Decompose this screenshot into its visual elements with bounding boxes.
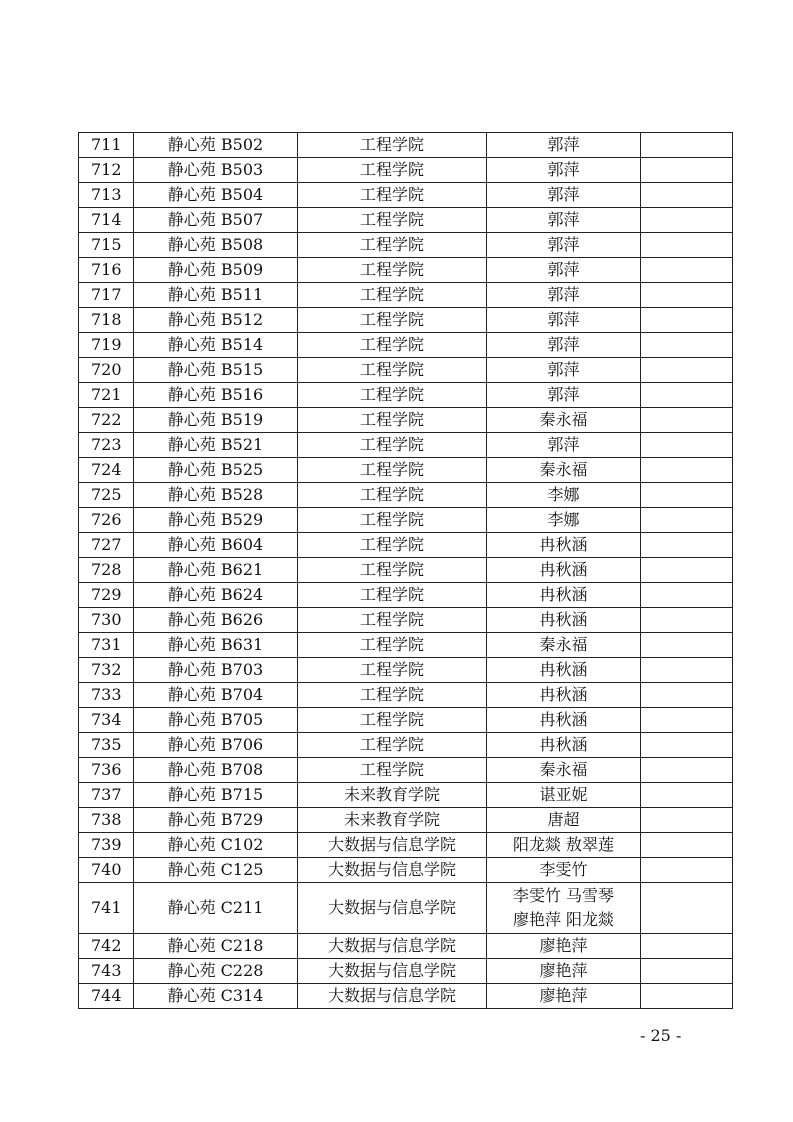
staff-name: 郭萍 bbox=[547, 385, 580, 404]
college-cell: 工程学院 bbox=[298, 658, 487, 683]
row-number-cell: 731 bbox=[79, 633, 134, 658]
row-number-cell: 742 bbox=[79, 934, 134, 959]
table-row bbox=[79, 483, 733, 508]
table-row bbox=[79, 133, 733, 158]
row-number-cell: 743 bbox=[79, 959, 134, 984]
table-row bbox=[79, 608, 733, 633]
row-number-cell: 721 bbox=[79, 383, 134, 408]
row-number-cell: 730 bbox=[79, 608, 134, 633]
staff-name: 冉秋涵 bbox=[539, 535, 588, 554]
remark-cell bbox=[641, 858, 733, 883]
staff-cell bbox=[487, 558, 641, 583]
table-row bbox=[79, 358, 733, 383]
staff-cell bbox=[487, 683, 641, 708]
staff-cell bbox=[487, 183, 641, 208]
row-number-cell: 718 bbox=[79, 308, 134, 333]
row-number-cell: 725 bbox=[79, 483, 134, 508]
row-number-cell: 734 bbox=[79, 708, 134, 733]
remark-cell bbox=[641, 258, 733, 283]
staff-name: 唐超 bbox=[547, 810, 580, 829]
college-cell: 工程学院 bbox=[298, 708, 487, 733]
college-cell: 大数据与信息学院 bbox=[298, 959, 487, 984]
staff-cell bbox=[487, 633, 641, 658]
room-cell: 静心苑 B525 bbox=[134, 458, 298, 483]
row-number-cell: 741 bbox=[79, 883, 134, 934]
college-cell: 工程学院 bbox=[298, 608, 487, 633]
staff-name: 李雯竹 马雪琴 bbox=[512, 886, 615, 905]
remark-cell bbox=[641, 333, 733, 358]
row-number-cell: 739 bbox=[79, 833, 134, 858]
remark-cell bbox=[641, 533, 733, 558]
row-number-cell: 716 bbox=[79, 258, 134, 283]
row-number-cell: 740 bbox=[79, 858, 134, 883]
room-cell: 静心苑 B604 bbox=[134, 533, 298, 558]
college-cell: 大数据与信息学院 bbox=[298, 883, 487, 934]
staff-name: 秦永福 bbox=[539, 460, 588, 479]
remark-cell bbox=[641, 558, 733, 583]
table-row bbox=[79, 508, 733, 533]
room-cell: 静心苑 C125 bbox=[134, 858, 298, 883]
staff-cell bbox=[487, 308, 641, 333]
room-cell: 静心苑 B515 bbox=[134, 358, 298, 383]
remark-cell bbox=[641, 183, 733, 208]
room-cell: 静心苑 B729 bbox=[134, 808, 298, 833]
staff-name: 秦永福 bbox=[539, 635, 588, 654]
college-cell: 未来教育学院 bbox=[298, 808, 487, 833]
remark-cell bbox=[641, 408, 733, 433]
row-number-cell: 722 bbox=[79, 408, 134, 433]
room-cell: 静心苑 B528 bbox=[134, 483, 298, 508]
staff-cell bbox=[487, 583, 641, 608]
roster-table-body bbox=[79, 133, 733, 1009]
table-row bbox=[79, 959, 733, 984]
staff-cell bbox=[487, 858, 641, 883]
staff-cell bbox=[487, 959, 641, 984]
staff-cell bbox=[487, 408, 641, 433]
room-cell: 静心苑 B507 bbox=[134, 208, 298, 233]
staff-cell bbox=[487, 658, 641, 683]
remark-cell bbox=[641, 733, 733, 758]
staff-name: 郭萍 bbox=[547, 360, 580, 379]
staff-cell bbox=[487, 733, 641, 758]
college-cell: 未来教育学院 bbox=[298, 783, 487, 808]
staff-cell bbox=[487, 533, 641, 558]
table-row bbox=[79, 558, 733, 583]
remark-cell bbox=[641, 233, 733, 258]
staff-name: 廖艳萍 bbox=[539, 986, 588, 1005]
remark-cell bbox=[641, 308, 733, 333]
row-number-cell: 719 bbox=[79, 333, 134, 358]
room-cell: 静心苑 B705 bbox=[134, 708, 298, 733]
college-cell: 工程学院 bbox=[298, 458, 487, 483]
table-row bbox=[79, 308, 733, 333]
remark-cell bbox=[641, 458, 733, 483]
staff-cell bbox=[487, 283, 641, 308]
college-cell: 工程学院 bbox=[298, 383, 487, 408]
college-cell: 工程学院 bbox=[298, 183, 487, 208]
table-row bbox=[79, 808, 733, 833]
staff-cell bbox=[487, 358, 641, 383]
college-cell: 工程学院 bbox=[298, 308, 487, 333]
staff-cell bbox=[487, 458, 641, 483]
college-cell: 工程学院 bbox=[298, 283, 487, 308]
staff-cell bbox=[487, 233, 641, 258]
table-row bbox=[79, 783, 733, 808]
row-number-cell: 717 bbox=[79, 283, 134, 308]
college-cell: 大数据与信息学院 bbox=[298, 833, 487, 858]
row-number-cell: 715 bbox=[79, 233, 134, 258]
row-number-cell: 733 bbox=[79, 683, 134, 708]
row-number-cell: 713 bbox=[79, 183, 134, 208]
table-row bbox=[79, 433, 733, 458]
college-cell: 工程学院 bbox=[298, 333, 487, 358]
staff-cell bbox=[487, 708, 641, 733]
room-cell: 静心苑 C314 bbox=[134, 984, 298, 1009]
table-row bbox=[79, 758, 733, 783]
room-cell: 静心苑 B502 bbox=[134, 133, 298, 158]
remark-cell bbox=[641, 508, 733, 533]
staff-name: 郭萍 bbox=[547, 135, 580, 154]
table-row bbox=[79, 658, 733, 683]
college-cell: 工程学院 bbox=[298, 508, 487, 533]
table-row bbox=[79, 183, 733, 208]
staff-name: 郭萍 bbox=[547, 285, 580, 304]
staff-name: 冉秋涵 bbox=[539, 710, 588, 729]
room-cell: 静心苑 B512 bbox=[134, 308, 298, 333]
staff-cell bbox=[487, 208, 641, 233]
college-cell: 工程学院 bbox=[298, 158, 487, 183]
college-cell: 工程学院 bbox=[298, 233, 487, 258]
table-row bbox=[79, 708, 733, 733]
room-cell: 静心苑 B715 bbox=[134, 783, 298, 808]
remark-cell bbox=[641, 708, 733, 733]
row-number-cell: 735 bbox=[79, 733, 134, 758]
staff-name: 郭萍 bbox=[547, 335, 580, 354]
college-cell: 大数据与信息学院 bbox=[298, 984, 487, 1009]
staff-cell bbox=[487, 984, 641, 1009]
remark-cell bbox=[641, 433, 733, 458]
staff-name: 郭萍 bbox=[547, 310, 580, 329]
room-cell: 静心苑 B508 bbox=[134, 233, 298, 258]
staff-name: 廖艳萍 bbox=[539, 936, 588, 955]
staff-name: 郭萍 bbox=[547, 260, 580, 279]
college-cell: 工程学院 bbox=[298, 208, 487, 233]
remark-cell bbox=[641, 883, 733, 934]
staff-cell bbox=[487, 608, 641, 633]
remark-cell bbox=[641, 658, 733, 683]
college-cell: 大数据与信息学院 bbox=[298, 858, 487, 883]
room-cell: 静心苑 B624 bbox=[134, 583, 298, 608]
staff-name: 谌亚妮 bbox=[539, 785, 588, 804]
remark-cell bbox=[641, 358, 733, 383]
staff-cell bbox=[487, 508, 641, 533]
row-number-cell: 728 bbox=[79, 558, 134, 583]
staff-name: 郭萍 bbox=[547, 160, 580, 179]
staff-cell bbox=[487, 833, 641, 858]
table-row bbox=[79, 333, 733, 358]
room-cell: 静心苑 B631 bbox=[134, 633, 298, 658]
room-cell: 静心苑 B509 bbox=[134, 258, 298, 283]
room-cell: 静心苑 B521 bbox=[134, 433, 298, 458]
table-row bbox=[79, 883, 733, 934]
staff-name: 郭萍 bbox=[547, 235, 580, 254]
table-row bbox=[79, 733, 733, 758]
room-cell: 静心苑 B516 bbox=[134, 383, 298, 408]
row-number-cell: 711 bbox=[79, 133, 134, 158]
room-cell: 静心苑 C102 bbox=[134, 833, 298, 858]
remark-cell bbox=[641, 758, 733, 783]
college-cell: 工程学院 bbox=[298, 258, 487, 283]
college-cell: 工程学院 bbox=[298, 133, 487, 158]
staff-name: 李娜 bbox=[547, 485, 580, 504]
remark-cell bbox=[641, 783, 733, 808]
staff-name: 郭萍 bbox=[547, 210, 580, 229]
room-cell: 静心苑 C211 bbox=[134, 883, 298, 934]
room-cell: 静心苑 B519 bbox=[134, 408, 298, 433]
college-cell: 工程学院 bbox=[298, 433, 487, 458]
staff-name: 秦永福 bbox=[539, 760, 588, 779]
dormitory-roster-table bbox=[78, 132, 733, 1009]
remark-cell bbox=[641, 383, 733, 408]
room-cell: 静心苑 B703 bbox=[134, 658, 298, 683]
remark-cell bbox=[641, 984, 733, 1009]
row-number-cell: 737 bbox=[79, 783, 134, 808]
staff-cell bbox=[487, 758, 641, 783]
table-row bbox=[79, 683, 733, 708]
page-number: - 25 - bbox=[640, 1026, 682, 1045]
table-row bbox=[79, 984, 733, 1009]
staff-name: 廖艳萍 bbox=[539, 961, 588, 980]
row-number-cell: 727 bbox=[79, 533, 134, 558]
remark-cell bbox=[641, 208, 733, 233]
remark-cell bbox=[641, 483, 733, 508]
row-number-cell: 736 bbox=[79, 758, 134, 783]
staff-name: 冉秋涵 bbox=[539, 610, 588, 629]
staff-name: 李雯竹 bbox=[539, 860, 588, 879]
staff-name: 廖艳萍 阳龙燚 bbox=[512, 910, 615, 929]
row-number-cell: 729 bbox=[79, 583, 134, 608]
remark-cell bbox=[641, 808, 733, 833]
room-cell: 静心苑 B514 bbox=[134, 333, 298, 358]
staff-cell bbox=[487, 483, 641, 508]
staff-cell bbox=[487, 258, 641, 283]
room-cell: 静心苑 B511 bbox=[134, 283, 298, 308]
remark-cell bbox=[641, 608, 733, 633]
row-number-cell: 744 bbox=[79, 984, 134, 1009]
staff-cell bbox=[487, 883, 641, 934]
staff-cell bbox=[487, 934, 641, 959]
room-cell: 静心苑 C218 bbox=[134, 934, 298, 959]
table-row bbox=[79, 283, 733, 308]
remark-cell bbox=[641, 583, 733, 608]
row-number-cell: 726 bbox=[79, 508, 134, 533]
room-cell: 静心苑 B708 bbox=[134, 758, 298, 783]
table-row bbox=[79, 858, 733, 883]
staff-cell bbox=[487, 808, 641, 833]
room-cell: 静心苑 B504 bbox=[134, 183, 298, 208]
room-cell: 静心苑 C228 bbox=[134, 959, 298, 984]
row-number-cell: 732 bbox=[79, 658, 134, 683]
staff-name: 冉秋涵 bbox=[539, 660, 588, 679]
staff-cell bbox=[487, 783, 641, 808]
room-cell: 静心苑 B529 bbox=[134, 508, 298, 533]
table-row bbox=[79, 533, 733, 558]
table-row bbox=[79, 583, 733, 608]
table-row bbox=[79, 383, 733, 408]
table-row bbox=[79, 208, 733, 233]
row-number-cell: 714 bbox=[79, 208, 134, 233]
staff-cell bbox=[487, 433, 641, 458]
staff-name: 阳龙燚 敖翠莲 bbox=[512, 835, 615, 854]
staff-name: 冉秋涵 bbox=[539, 560, 588, 579]
table-row bbox=[79, 258, 733, 283]
staff-name: 郭萍 bbox=[547, 185, 580, 204]
remark-cell bbox=[641, 833, 733, 858]
table-row bbox=[79, 233, 733, 258]
staff-name: 郭萍 bbox=[547, 435, 580, 454]
row-number-cell: 738 bbox=[79, 808, 134, 833]
remark-cell bbox=[641, 683, 733, 708]
staff-name: 冉秋涵 bbox=[539, 685, 588, 704]
remark-cell bbox=[641, 133, 733, 158]
room-cell: 静心苑 B503 bbox=[134, 158, 298, 183]
staff-cell bbox=[487, 333, 641, 358]
table-row bbox=[79, 934, 733, 959]
remark-cell bbox=[641, 283, 733, 308]
college-cell: 工程学院 bbox=[298, 408, 487, 433]
row-number-cell: 720 bbox=[79, 358, 134, 383]
table-row bbox=[79, 833, 733, 858]
staff-cell bbox=[487, 158, 641, 183]
table-row bbox=[79, 458, 733, 483]
room-cell: 静心苑 B704 bbox=[134, 683, 298, 708]
college-cell: 工程学院 bbox=[298, 633, 487, 658]
college-cell: 工程学院 bbox=[298, 583, 487, 608]
room-cell: 静心苑 B706 bbox=[134, 733, 298, 758]
college-cell: 工程学院 bbox=[298, 558, 487, 583]
room-cell: 静心苑 B626 bbox=[134, 608, 298, 633]
staff-name: 秦永福 bbox=[539, 410, 588, 429]
staff-cell bbox=[487, 383, 641, 408]
remark-cell bbox=[641, 158, 733, 183]
college-cell: 工程学院 bbox=[298, 733, 487, 758]
table-row bbox=[79, 408, 733, 433]
staff-name: 冉秋涵 bbox=[539, 735, 588, 754]
college-cell: 工程学院 bbox=[298, 683, 487, 708]
remark-cell bbox=[641, 934, 733, 959]
row-number-cell: 712 bbox=[79, 158, 134, 183]
college-cell: 工程学院 bbox=[298, 358, 487, 383]
college-cell: 工程学院 bbox=[298, 533, 487, 558]
staff-name: 冉秋涵 bbox=[539, 585, 588, 604]
remark-cell bbox=[641, 959, 733, 984]
college-cell: 工程学院 bbox=[298, 483, 487, 508]
table-row bbox=[79, 158, 733, 183]
staff-cell bbox=[487, 133, 641, 158]
table-row bbox=[79, 633, 733, 658]
staff-name: 李娜 bbox=[547, 510, 580, 529]
college-cell: 大数据与信息学院 bbox=[298, 934, 487, 959]
row-number-cell: 724 bbox=[79, 458, 134, 483]
remark-cell bbox=[641, 633, 733, 658]
room-cell: 静心苑 B621 bbox=[134, 558, 298, 583]
college-cell: 工程学院 bbox=[298, 758, 487, 783]
row-number-cell: 723 bbox=[79, 433, 134, 458]
